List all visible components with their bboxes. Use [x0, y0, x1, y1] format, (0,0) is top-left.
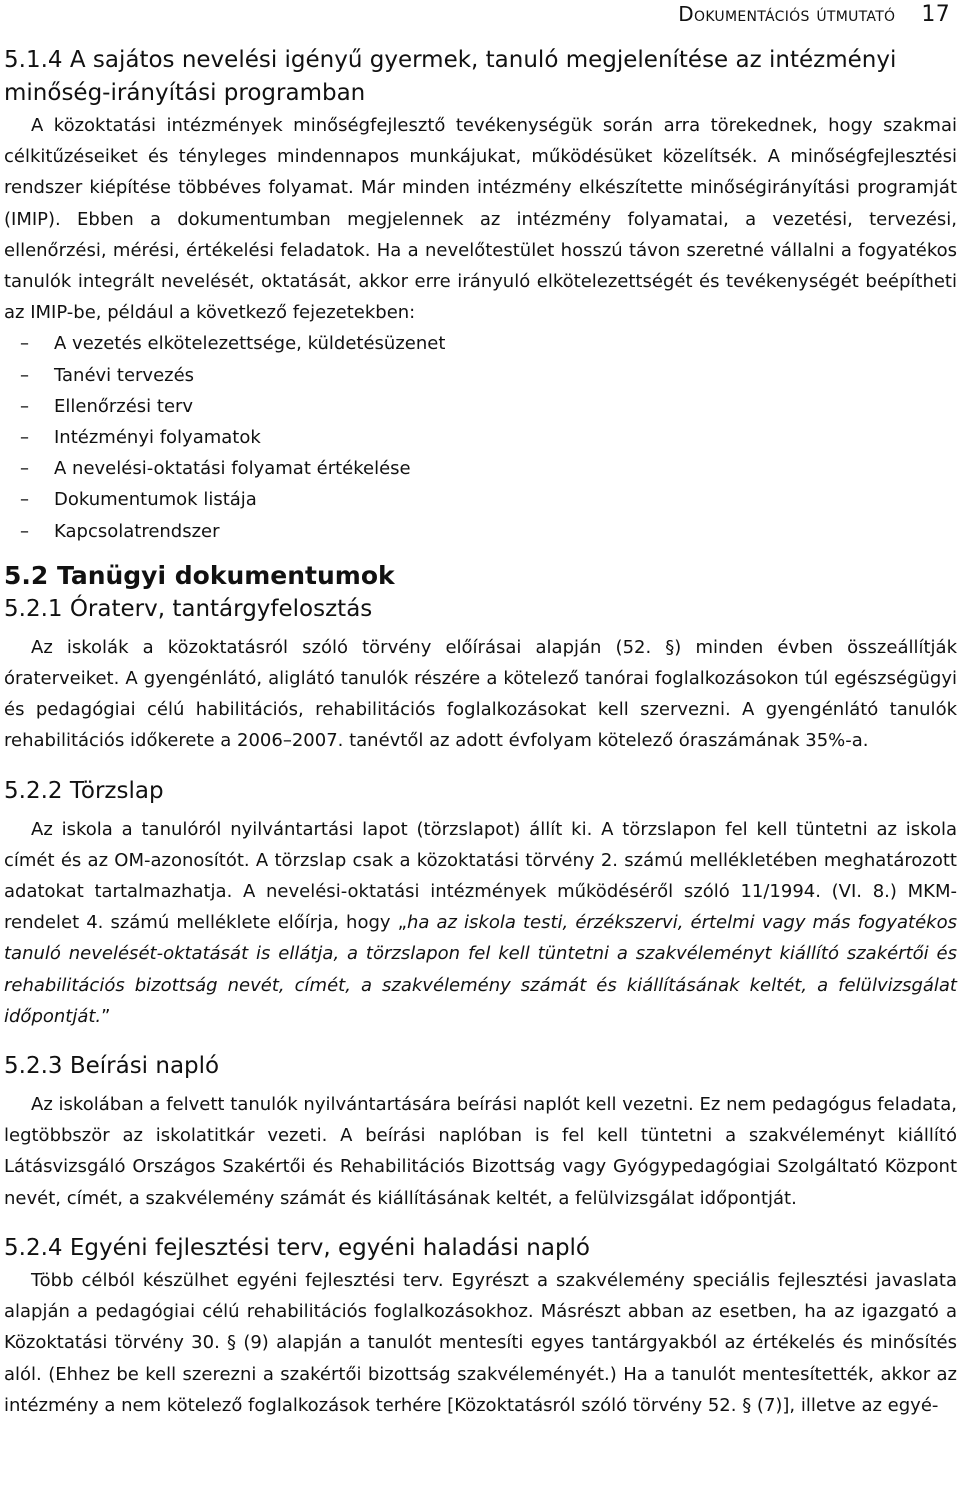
dash-bullet-icon: –	[20, 520, 29, 542]
section-paragraph-5-1-4: A közoktatási intézmények minőségfejlesztő tevékenységük során arra törekednek, hogy szakmai célkitűzéseiket és tényleges mindennapos munkájukat, működésüket közelítsék. A minőségfejlesztési rendszer kiépítése többéves folyamat. Már minden intézmény elkészítette minőségirányítási programját (IMIP). Ebben a dokumentumban megjelennek az intézmény folyamatai, a vezetési, tervezési, ellenőrzési, mérési, értékelési feladatok. Ha a nevelőtestület hosszú távon szeretné vállalni a fogyatékos tanulók integrált nevelését, oktatását, akkor erre irányuló elkötelezettségét és tevékenységét beépítheti az IMIP-be, például a következő fejezetekben:	[4, 115, 957, 324]
paragraph-text: Az iskola a tanulóról nyilvántartási lapot (törzslapot) állít ki. A törzslapon fel kell tüntetni az iskola címét és az OM-azonosítót. A törzslap csak a közoktatási törvény 2. számú mellékletében meghatározott adatokat tartalmazhatja. A nevelési-oktatási intézmények működéséről szóló 11/1994. (VI. 8.) MKM-rendelet 4. számú melléklete előírja, hogy „	[4, 818, 957, 934]
list-item: – Kapcsolatrendszer	[4, 516, 957, 547]
list-item: – Ellenőrzési terv	[4, 391, 957, 422]
closing-quote-mark: ”	[101, 1005, 111, 1027]
section-paragraph-5-2-4: Több célból készülhet egyéni fejlesztési terv. Egyrészt a szakvélemény speciális fejlesztési javaslata alapján a pedagógiai célú rehabilitációs foglalkozásokhoz. Másrészt abban az esetben, ha az igazgató a Közoktatási törvény 30. § (9) alapján a tanulót mentesíti egyes tantárgyakból az értékelés és minősítés alól. (Ehhez be kell szerezni a szakértői bizottság szakvéleményét.) Ha a tanulót mentesítették, akkor az intézmény a nem kötelező foglalkozások terhére [Közoktatásról szóló törvény 52. § (7)], illetve az egyé-	[4, 1269, 957, 1416]
dash-bullet-icon: –	[20, 364, 29, 386]
section-paragraph-5-2-1: Az iskolák a közoktatásról szóló törvény előírásai alapján (52. §) minden évben összeállítják óraterveiket. A gyengénlátó, aliglátó tanulók részére a kötelező tanórai foglalkozásokon túl egészségügyi és pedagógiai célú habilitációs, rehabilitációs foglalkozásokat kell szervezni. A gyengénlátó tanulók rehabilitációs időkerete a 2006–2007. tanévtől az adott évfolyam kötelező óraszámának 35%-a.	[4, 636, 957, 752]
section-heading-5-2-2: 5.2.2 Törzslap	[4, 777, 164, 804]
page-number: 17	[921, 2, 950, 27]
dash-bullet-icon: –	[20, 427, 29, 449]
imip-chapter-list	[4, 328, 957, 546]
list-item: – Tanévi tervezés	[4, 360, 957, 391]
dash-bullet-icon: –	[20, 458, 29, 480]
section-paragraph-5-2-3: Az iskolában a felvett tanulók nyilvántartására beírási naplót kell vezetni. Ez nem pedagógus feladata, legtöbbször az iskolatitkár vezeti. A beírási naplóban is fel kell tüntetni a szakvéleményt kiállító Látásvizsgáló Országos Szakértői és Rehabilitációs Bizottság vagy Gyógypedagógiai Szolgáltató Központ nevét, címét, a szakvélemény számát és kiállításának keltét, a felülvizsgálat időpontját.	[4, 1094, 957, 1209]
section-heading-5-2-1: 5.2.1 Óraterv, tantárgyfelosztás	[4, 595, 373, 622]
dash-bullet-icon: –	[20, 333, 29, 355]
regulation-quote: ha az iskola testi, érzékszervi, értelmi vagy más fogyatékos tanuló nevelését-oktatását is ellátja, a törzslapon fel kell tüntetni a szakvéleményt kiállító szakértői és rehabilitációs bizottság nevét, címét, a szakvélemény számát és kiállításának keltét, a felülvizsgálat időpontját.	[4, 912, 957, 1027]
list-item: – A nevelési-oktatási folyamat értékelése	[4, 453, 957, 484]
section-heading-5-2-4: 5.2.4 Egyéni fejlesztési terv, egyéni haladási napló	[4, 1234, 591, 1261]
list-item: – Intézményi folyamatok	[4, 422, 957, 453]
section-heading-5-1-4: 5.1.4 A sajátos nevelési igényű gyermek, tanuló megjelenítése az intézményi minőség-irányítási programban	[4, 47, 897, 106]
page-content	[4, 44, 957, 1421]
section-heading-5-2-3: 5.2.3 Beírási napló	[4, 1053, 220, 1080]
dash-bullet-icon: –	[20, 395, 29, 417]
section-heading-5-2: 5.2 Tanügyi dokumentumok	[4, 560, 395, 590]
list-item: – A vezetés elkötelezettsége, küldetésüzenet	[4, 328, 957, 359]
dash-bullet-icon: –	[20, 489, 29, 511]
running-header	[678, 2, 950, 27]
list-item: – Dokumentumok listája	[4, 484, 957, 515]
section-paragraph-5-2-2	[4, 814, 957, 1032]
running-header-title: Dokumentációs útmutató	[678, 2, 896, 26]
